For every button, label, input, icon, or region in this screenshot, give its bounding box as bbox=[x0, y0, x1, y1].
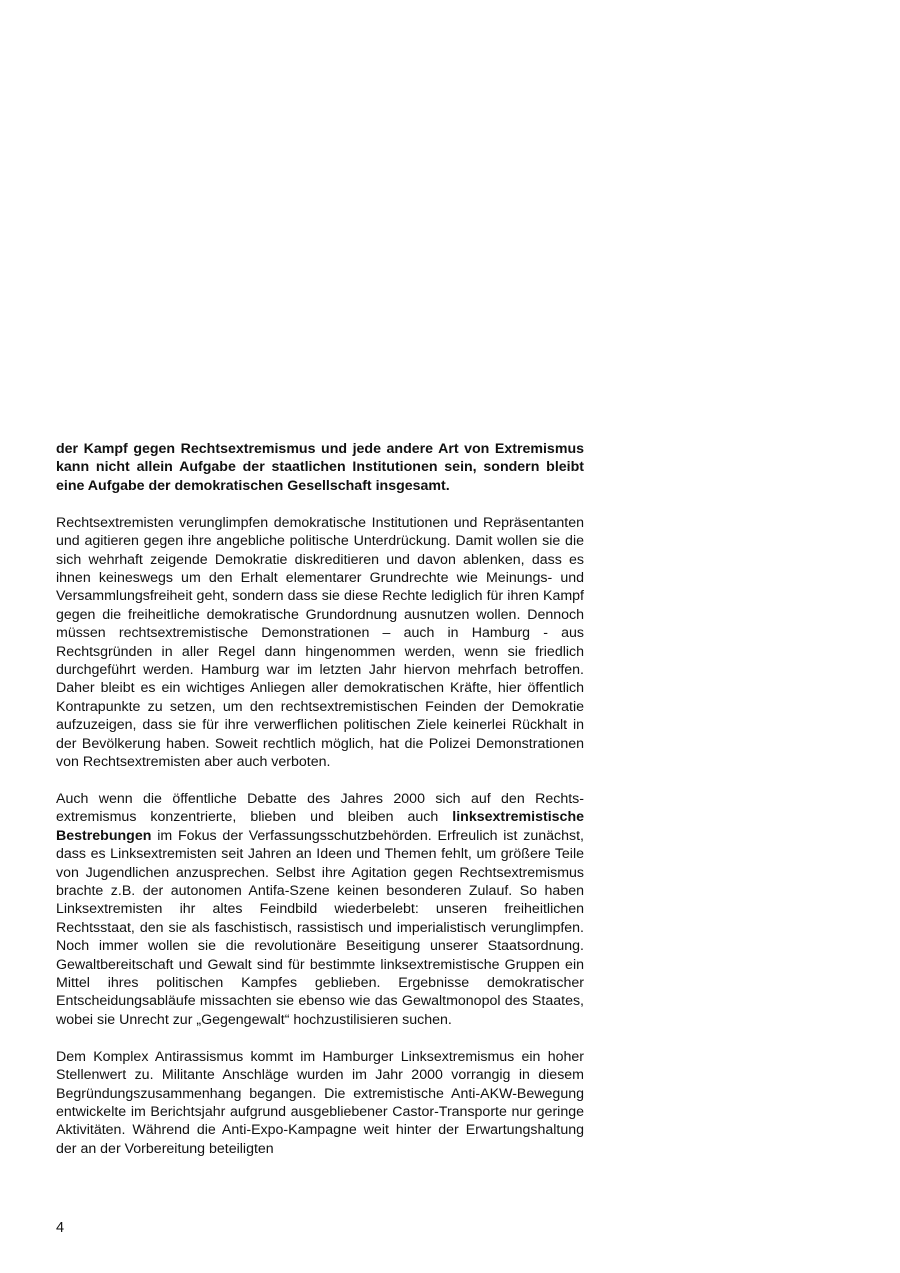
paragraph-left-wing-extremism bbox=[56, 790, 584, 1029]
paragraph-antiracism: Dem Komplex Antirassismus kommt im Hamburger Linksextremismus ein hoher Stellenwert zu. Militante Anschläge wurden im Jahr 2000 vorrangig in diesem Begründungszusammenhang begangen. Die extremistische Anti-AKW-Bewegung entwickelte im Berichtsjahr aufgrund ausgebliebener Castor-Transporte nur geringe Aktivitäten. Während die Anti-Expo-Kampagne weit hinter der Erwartungshaltung der an der Vorbereitung beteiligten bbox=[56, 1048, 584, 1157]
paragraph-right-wing-extremists: Rechtsextremisten verunglimpfen demokratische Institutionen und Repräsentanten und agitieren gegen ihre angebliche politische Unterdrückung. Damit wollen sie die sich wehrhaft zeigende Demokratie diskreditieren und davon ablenken, dass es ihnen keineswegs um den Erhalt elementarer Grundrechte wie Meinungs- und Versammlungsfreiheit geht, sondern dass sie diese Rechte lediglich für ihren Kampf gegen die freiheitliche demokratische Grundordnung ausnutzen wollen. Dennoch müssen rechtsextremistische Demonstrationen – auch in Hamburg - aus Rechtsgründen in aller Regel dann hingenommen werden, wenn sie friedlich durchgeführt werden. Hamburg war im letzten Jahr hiervon mehrfach betroffen. Daher bleibt es ein wichtiges Anliegen aller demokratischen Kräfte, hier öffentlich Kontrapunkte zu setzen, um den rechtsextremistischen Feinden der Demokratie aufzuzeigen, dass sie für ihre verwerflichen politischen Ziele keinerlei Rückhalt in der Bevölkerung haben. Soweit rechtlich möglich, hat die Polizei Demonstrationen von Rechtsextremisten aber auch verboten. bbox=[56, 514, 584, 770]
paragraph-text-before-bold: Auch wenn die öffentliche Debatte des Jahres 2000 sich auf den Rechtsextremismus konzentrierte, blieben und bleiben auch bbox=[56, 790, 584, 826]
lead-paragraph: der Kampf gegen Rechtsextremismus und jede andere Art von Extremismus kann nicht allein Aufgabe der staatlichen Institutionen sein, sondern bleibt eine Aufgabe der demokratischen Gesellschaft insgesamt. bbox=[56, 441, 584, 494]
bold-term-left-wing-efforts: linksextremistische Bestrebungen bbox=[56, 809, 584, 844]
paragraph-text-after-bold: im Fokus der Verfassungsschutzbehörden. Erfreulich ist zunächst, dass es Linksextremisten seit Jahren an Ideen und Themen fehlt, um größere Teile von Jugendlichen anzusprechen. Selbst ihre Agitation gegen Rechtsextremismus brachte z.B. der autonomen Antifa-Szene keinen besonderen Zulauf. So haben Linksextremisten ihr altes Feindbild wiederbelebt: unseren freiheitlichen Rechtsstaat, den sie als faschistisch, rassistisch und imperialistisch verunglimpfen. Noch immer wollen sie die revolutionäre Beseitigung unserer Staatsordnung. Gewaltbereitschaft und Gewalt sind für bestimmte linksextremistische Gruppen ein Mittel ihres politischen Kampfes geblieben. Ergebnisse demokratischer Entscheidungsabläufe missachten sie ebenso wie das Gewaltmonopol des Staates, wobei sie Unrecht zur „Gegengewalt“ hochzustilisieren suchen. bbox=[56, 827, 584, 1028]
page-number: 4 bbox=[56, 1220, 65, 1236]
text-column bbox=[56, 440, 584, 1177]
